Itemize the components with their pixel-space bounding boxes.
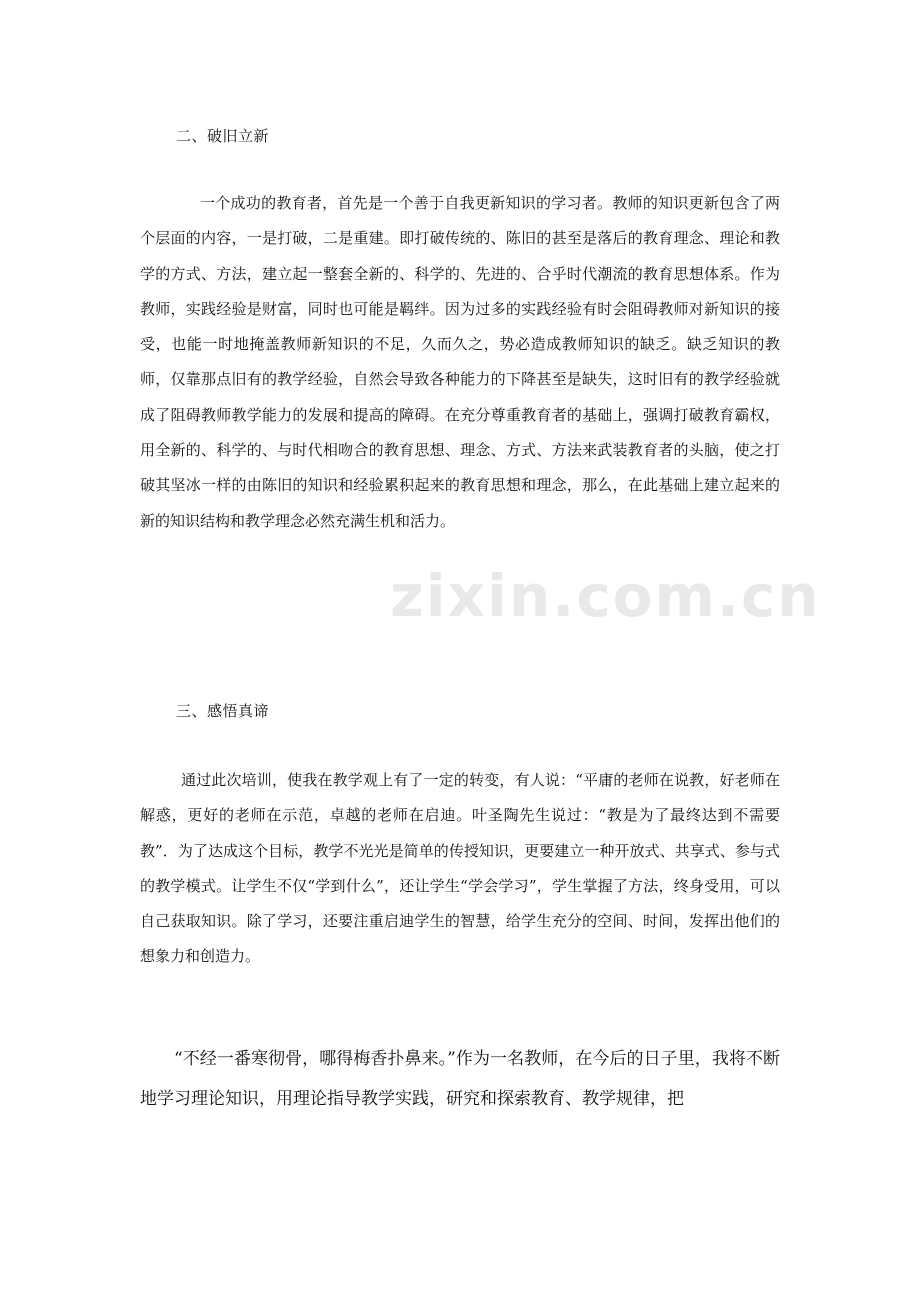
section-paragraph-3: 通过此次培训，使我在教学观上有了一定的转变，有人说：“平庸的老师在说教，好老师在解惑，更好的老师在示范，卓越的老师在启迪。叶圣陶先生说过：“教是为了最终达到不需要教”．为了达成这个目标，教学不光光是简单的传授知识，更要建立一种开放式、共享式、参与式的教学模式。让学生不仅“学到什么”，还让学生“学会学习”，学生掌握了方法，终身受用，可以自己获取知识。除了学习，还要注重启迪学生的智慧，给学生充分的空间、时间，发挥出他们的想象力和创造力。 — [140, 771, 780, 966]
closing-paragraph: “不经一番寒彻骨，哪得梅香扑鼻来。”作为一名教师，在今后的日子里，我将不断地学习理论知识，用理论指导教学实践，研究和探索教育、教学规律，把 — [140, 1049, 780, 1109]
section-heading-2: 二、破旧立新 — [176, 127, 270, 145]
section-paragraph-2: 一个成功的教育者，首先是一个善于自我更新知识的学习者。教师的知识更新包含了两个层面的内容，一是打破，二是重建。即打破传统的、陈旧的甚至是落后的教育理念、理论和教学的方式、方法，建立起一整套全新的、科学的、先进的、合乎时代潮流的教育思想体系。作为教师，实践经验是财富，同时也可能是羁绊。因为过多的实践经验有时会阻碍教师对新知识的接受，也能一时地掩盖教师新知识的不足，久而久之，势必造成教师知识的缺乏。缺乏知识的教师，仅靠那点旧有的教学经验，自然会导致各种能力的下降甚至是缺失，这时旧有的教学经验就成了阻碍教师教学能力的发展和提高的障碍。在充分尊重教育者的基础上，强调打破教育霸权，用全新的、科学的、与时代相吻合的教育思想、理念、方式、方法来武装教育者的头脑，使之打破其坚冰一样的由陈旧的知识和经验累积起来的教育思想和理念，那么，在此基础上建立起来的新的知识结构和教学理念必然充满生机和活力。 — [140, 194, 780, 530]
section-heading-3: 三、感悟真谛 — [176, 702, 270, 720]
watermark: zixin.com.cn — [390, 562, 821, 630]
